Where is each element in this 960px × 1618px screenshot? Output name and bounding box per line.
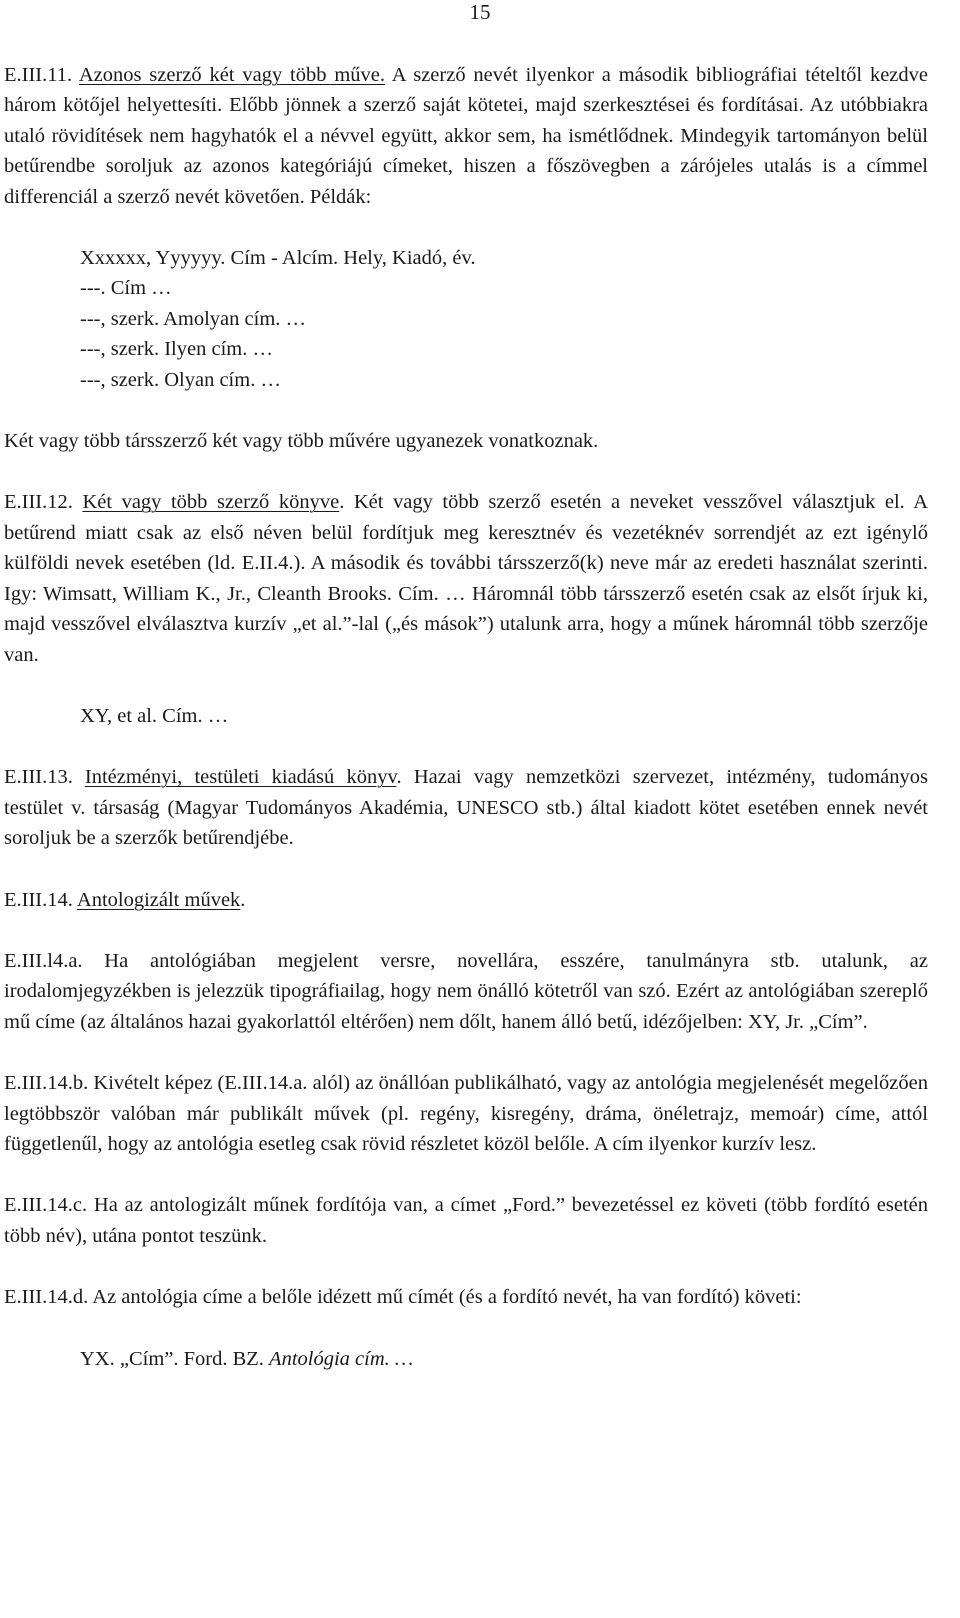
section-e-iii-14-b: [4, 1068, 928, 1159]
section-e-iii-12: [4, 487, 928, 669]
section-label: E.III.14.: [4, 888, 73, 911]
section-label: E.III.14.d.: [4, 1286, 89, 1309]
coauthor-note: Két vagy több társszerző két vagy több művére ugyanezek vonatkoznak.: [4, 430, 599, 453]
document-body: [4, 60, 928, 1374]
example-line: [4, 1344, 928, 1374]
section-label: E.III.14.c.: [4, 1194, 88, 1217]
section-text: Ha antológiában megjelent versre, novellára, esszére, tanulmányra stb. utalunk, az irodalomjegyzékben is jelezzük tipográfiailag, hogy nem önálló kötetről van szó. Ezért az antológiában szereplő mű címe (az általános hazai gyakorlattól eltérően) nem dőlt, hanem álló betű, idézőjelben: XY, Jr. „Cím”.: [4, 949, 928, 1033]
section-text: . Két vagy több szerző esetén a neveket vesszővel választjuk el. A betűrend miatt csak az első néven belül fordítjuk meg keresztnév és vezetéknév sorrendjét az ezt igénylő külföldi nevek esetében (ld. E.II.4.). A második és további társszerző(k) neve már az eredeti használat szerinti. Igy: Wimsatt, William K., Jr., Cleanth Brooks. Cím. … Háromnál több társszerző esetén csak az elsőt írjuk ki, majd vesszővel elválasztva kurzív „et al.”-lal („és mások”) utalunk arra, hogy a műnek háromnál több szerzője van.: [4, 491, 928, 666]
example-list: [4, 243, 928, 395]
example-line: XY, et al. Cím. …: [80, 704, 229, 727]
section-heading: Azonos szerző két vagy több műve.: [78, 64, 386, 86]
example-line: ---, szerk. Amolyan cím. …: [80, 307, 307, 330]
example-line: ---, szerk. Olyan cím. …: [80, 368, 281, 391]
section-label: E.III.12.: [4, 491, 73, 514]
example-italic-title: Antológia cím. …: [269, 1347, 414, 1370]
heading-period: .: [240, 888, 246, 911]
section-e-iii-14-a: [4, 946, 928, 1037]
section-heading: Két vagy több szerző könyve: [82, 491, 340, 514]
example-line: ---. Cím …: [80, 277, 172, 300]
section-label: E.III.13.: [4, 766, 73, 789]
section-text: . Hazai vagy nemzetközi szervezet, intézmény, tudományos testület v. társaság (Magyar Tudományos Akadémia, UNESCO stb.) által kiadott kötet esetében ennek nevét soroljuk be a szerzők betűrendjébe.: [4, 766, 928, 850]
example-line: Xxxxxx, Yyyyyy. Cím - Alcím. Hely, Kiadó, év.: [80, 247, 476, 270]
section-label: E.III.l4.a.: [4, 949, 83, 972]
section-e-iii-13: [4, 762, 928, 853]
section-label: E.III.14.b.: [4, 1072, 89, 1095]
section-heading: Intézményi, testületi kiadású könyv: [84, 766, 397, 789]
section-heading: Antologizált művek: [76, 888, 241, 911]
section-text: Az antológia címe a belőle idézett mű címét (és a fordító nevét, ha van fordító) követi:: [88, 1286, 802, 1309]
section-text: A szerző nevét ilyenkor a második bibliográfiai tételtől kezdve három kötőjel helyettesíti. Előbb jönnek a szerző saját kötetei, majd szerkesztései és fordításai. Az utóbbiakra utaló rövidítések nem hagyhatók el a névvel együtt, akkor sem, ha ismétlődnek. Mindegyik tartományon belül betűrendbe soroljuk az azonos kategóriájú címeket, hiszen a főszövegben a zárójeles utalás is a címmel differenciál a szerző nevét követően. Példák:: [4, 64, 928, 208]
section-e-iii-11: [4, 60, 928, 212]
section-e-iii-14-d: [4, 1282, 928, 1312]
page-number: 15: [469, 0, 491, 24]
section-e-iii-14: [4, 885, 928, 915]
section-text: Ha az antologizált műnek fordítója van, a címet „Ford.” bevezetéssel ez követi (több fordító esetén több név), utána pontot teszünk.: [4, 1194, 928, 1247]
section-text: Kivételt képez (E.III.14.a. alól) az önállóan publikálható, vagy az antológia megjelenését megelőzően legtöbbször valóban már publikált művek (pl. regény, kisregény, dráma, önéletrajz, memoár) címe, attól függetlenűl, hogy az antológia esetleg csak rövid részletet közöl belőle. A cím ilyenkor kurzív lesz.: [4, 1072, 928, 1155]
example-line: ---, szerk. Ilyen cím. …: [80, 338, 273, 361]
section-label: E.III.11.: [4, 64, 73, 86]
section-e-iii-14-c: [4, 1190, 928, 1251]
example-plain: YX. „Cím”. Ford. BZ.: [80, 1347, 270, 1370]
